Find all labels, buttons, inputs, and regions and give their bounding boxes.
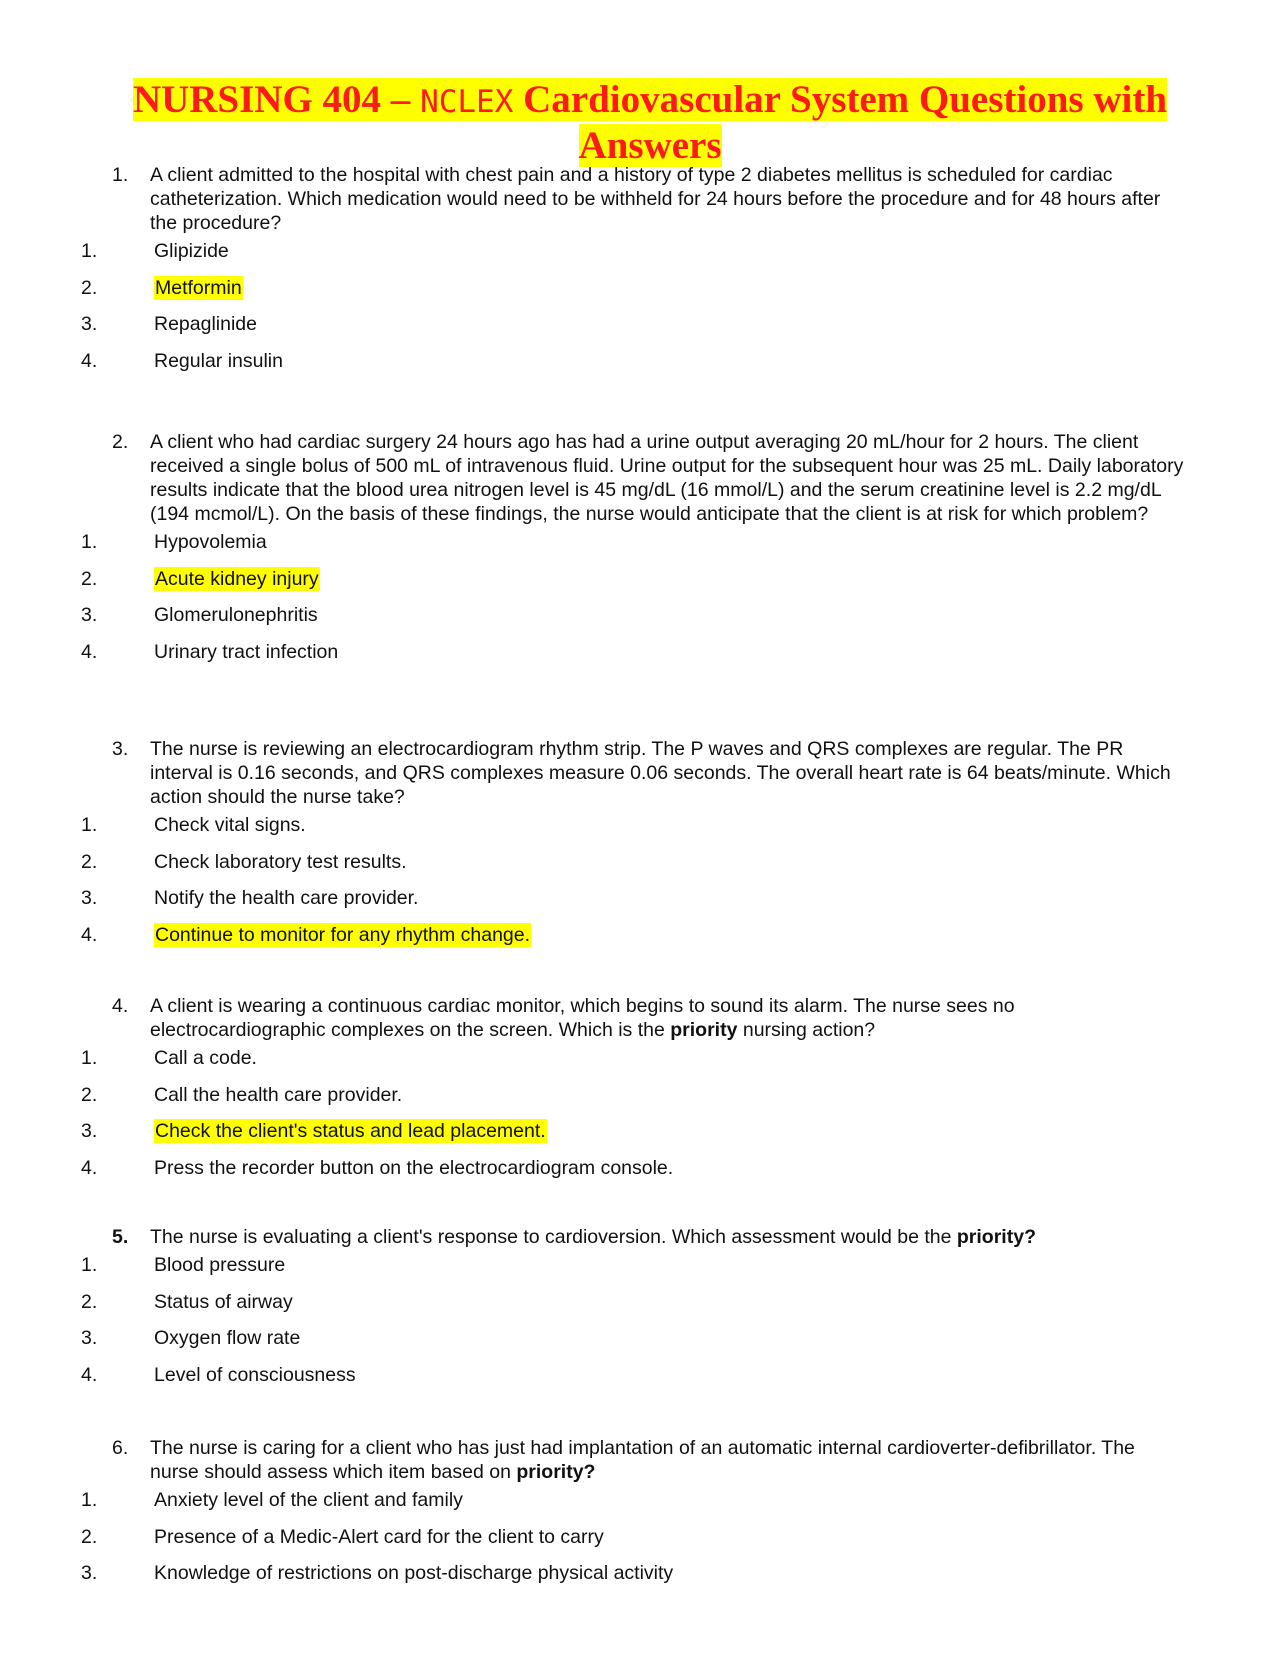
question-number: 1. [112,164,129,186]
question-3 [0,737,1280,959]
option-number: 1. [81,240,98,262]
option-text: Urinary tract infection [154,640,339,663]
option-number: 2. [81,1290,98,1313]
option-number: 2. [81,276,98,299]
answer-option [0,640,1280,677]
option-text: Presence of a Medic-Alert card for the client to carry [154,1525,604,1548]
answer-option [0,1525,1280,1562]
priority-emphasis: priority? [516,1461,596,1483]
question-stem [0,737,1280,809]
answer-option [0,1156,1280,1193]
answer-option [0,312,1280,349]
question-text: The nurse is reviewing an electrocardiogram rhythm strip. The P waves and QRS complexes are regular. The PR interval is 0.16 seconds, and QRS complexes measure 0.06 seconds. The overall heart rate is 64 beats/minute. Which action should the nurse take? [150,738,1171,808]
answer-options [0,1488,1280,1598]
answer-options [0,530,1280,676]
answer-option [0,1290,1280,1327]
question-text: A client who had cardiac surgery 24 hours ago has had a urine output averaging 20 mL/hour for 2 hours. The client received a single bolus of 500 mL of intravenous fluid. Urine output for the subsequent hour was 25 mL. Daily laboratory results indicate that the blood urea nitrogen level is 45 mg/dL (16 mmol/L) and the serum creatinine level is 2.2 mg/dL (194 mcmol/L). On the basis of these findings, the nurse would anticipate that the client is at risk for which problem? [150,431,1184,525]
question-stem [0,430,1280,526]
question-stem [0,994,1280,1042]
title-part-1: NURSING 404 – [132,78,421,121]
answer-option [0,1253,1280,1290]
priority-emphasis: priority [670,1019,738,1041]
option-number: 4. [81,640,98,663]
question-stem [0,163,1280,235]
option-text: Hypovolemia [154,531,267,553]
answer-option-correct [0,567,1280,604]
question-text: A client is wearing a continuous cardiac monitor, which begins to sound its alarm. The nurse sees no electrocardiographic complexes on the screen. Which is the [150,995,1015,1041]
answer-option [0,239,1280,276]
answer-option [0,1561,1280,1598]
question-4 [0,994,1280,1192]
option-number: 4. [81,1156,98,1179]
question-1 [0,163,1280,385]
option-text: Call the health care provider. [154,1083,403,1106]
option-text: Knowledge of restrictions on post-discharge physical activity [154,1562,674,1584]
option-text: Blood pressure [154,1254,286,1276]
question-number: 4. [112,995,129,1017]
option-number: 4. [81,349,98,372]
answer-options [0,239,1280,385]
option-text: Check laboratory test results. [154,850,407,873]
option-text-highlighted: Continue to monitor for any rhythm change. [155,923,531,946]
option-number: 1. [81,814,98,836]
answer-options [0,1253,1280,1399]
option-text-highlighted: Acute kidney injury [155,567,319,590]
question-text-end: nursing action? [737,1019,876,1041]
question-6 [0,1436,1280,1598]
option-text: Regular insulin [154,349,283,372]
title-part-2: NCLEX [420,84,514,120]
question-text: The nurse is evaluating a client's response to cardioversion. Which assessment would be the [150,1226,957,1248]
option-number: 4. [81,1363,98,1386]
option-number: 4. [81,923,98,946]
title-part-3: Cardiovascular System Questions with Answers [513,78,1168,167]
question-number: 3. [112,738,129,760]
answer-option [0,349,1280,386]
option-number: 1. [81,531,98,553]
option-text: Status of airway [154,1290,293,1313]
option-text: Glomerulonephritis [154,604,318,626]
answer-option [0,1046,1280,1083]
option-number: 2. [81,567,98,590]
option-text-highlighted: Metformin [155,276,242,299]
option-text: Press the recorder button on the electrocardiogram console. [154,1156,674,1179]
option-number: 1. [81,1047,98,1069]
answer-option-correct [0,923,1280,960]
option-text: Call a code. [154,1047,257,1069]
option-number: 2. [81,850,98,873]
option-number: 1. [81,1489,98,1511]
option-text: Notify the health care provider. [154,887,419,909]
option-text: Oxygen flow rate [154,1327,301,1349]
answer-options [0,813,1280,959]
answer-option [0,1488,1280,1525]
option-text: Anxiety level of the client and family [154,1489,463,1511]
option-number: 3. [81,1120,98,1142]
answer-option [0,1363,1280,1400]
answer-option [0,1083,1280,1120]
question-text: The nurse is caring for a client who has just had implantation of an automatic internal cardioverter-defibrillator. The nurse should assess which item based on [150,1437,1135,1483]
option-number: 3. [81,1562,98,1584]
document-title [120,78,1180,168]
answer-option [0,813,1280,850]
question-number: 5. [112,1226,129,1248]
option-number: 3. [81,887,98,909]
option-text: Glipizide [154,240,229,262]
priority-emphasis: priority? [956,1226,1036,1248]
answer-option [0,886,1280,923]
option-text: Check vital signs. [154,814,306,836]
option-text: Repaglinide [154,313,257,335]
answer-option [0,1326,1280,1363]
question-2 [0,430,1280,676]
question-number: 6. [112,1437,129,1459]
option-number: 3. [81,313,98,335]
answer-option [0,603,1280,640]
option-text: Level of consciousness [154,1363,356,1386]
answer-options [0,1046,1280,1192]
answer-option [0,850,1280,887]
question-stem [0,1436,1280,1484]
question-text: A client admitted to the hospital with chest pain and a history of type 2 diabetes mellitus is scheduled for cardiac catheterization. Which medication would need to be withheld for 24 hours before the procedure and for 48 hours after the procedure? [150,164,1161,234]
answer-option-correct [0,1119,1280,1156]
question-stem [0,1225,1280,1249]
option-number: 1. [81,1254,98,1276]
option-number: 3. [81,1327,98,1349]
option-text-highlighted: Check the client's status and lead placement. [155,1120,546,1142]
answer-option-correct [0,276,1280,313]
option-number: 2. [81,1083,98,1106]
question-number: 2. [112,431,129,453]
answer-option [0,530,1280,567]
question-5 [0,1225,1280,1399]
option-number: 2. [81,1525,98,1548]
option-number: 3. [81,604,98,626]
